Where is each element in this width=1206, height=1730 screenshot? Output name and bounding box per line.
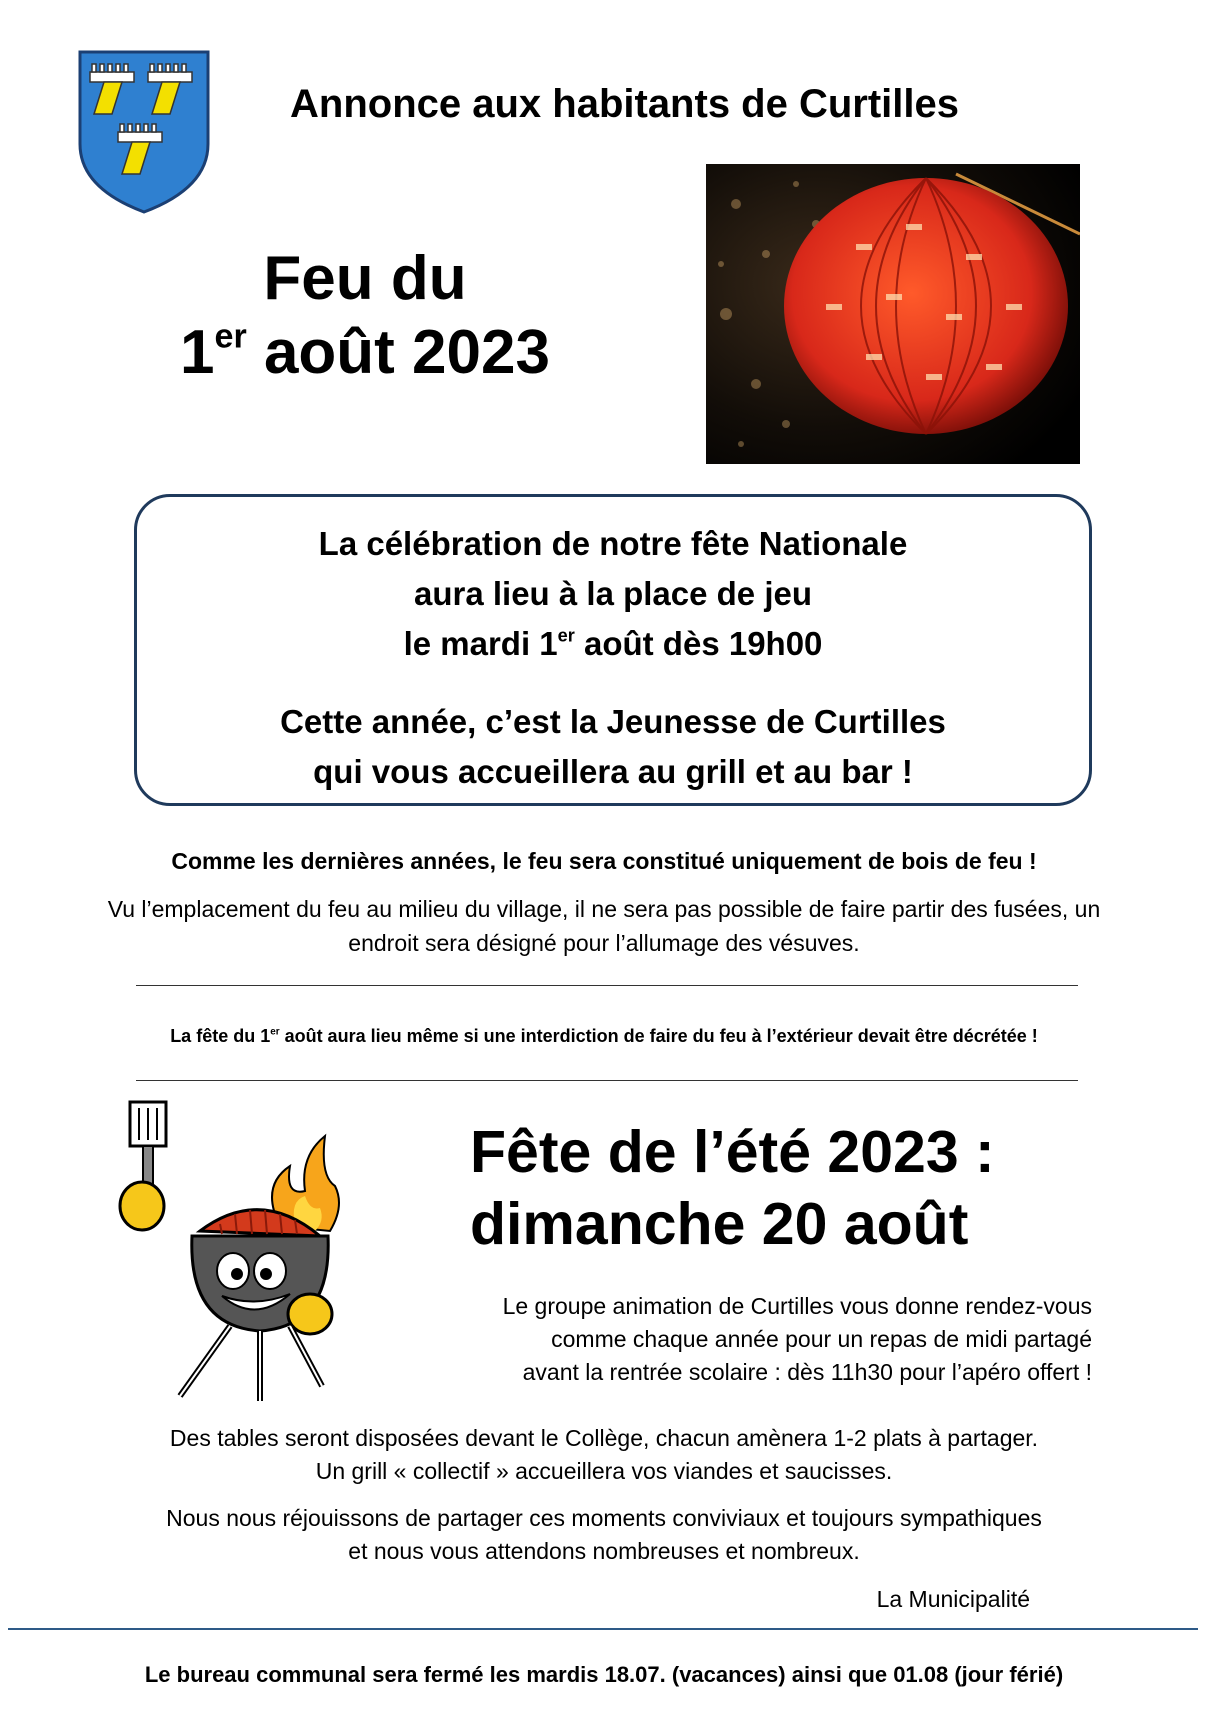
- footer-note: Le bureau communal sera fermé les mardis 18.07. (vacances) ainsi que 01.08 (jour férié): [144, 1662, 1064, 1687]
- info-line-3-post: août dès 19h00: [574, 625, 823, 662]
- tables-line1: Des tables seront disposées devant le Collège, chacun amènera 1-2 plats à partager.: [169, 1425, 1039, 1451]
- page-title: Annonce aux habitants de Curtilles: [290, 82, 960, 126]
- feu-title-line1: Feu du: [263, 244, 467, 313]
- ete-title: [470, 1116, 1110, 1260]
- closing-paragraph: [100, 1502, 1108, 1568]
- info-line-3-pre: le mardi 1: [403, 625, 558, 662]
- info-box: [134, 494, 1092, 806]
- interdiction-notice: [100, 1026, 1108, 1047]
- ete-para-line1: Le groupe animation de Curtilles vous donne rendez-vous: [502, 1293, 1092, 1319]
- feu-month-year: août 2023: [246, 318, 550, 387]
- vesuves-notice: Vu l’emplacement du feu au milieu du village, il ne sera pas possible de faire partir des fusées, un endroit sera désigné pour l’allumage des vésuves.: [107, 896, 1101, 956]
- tables-paragraph: [100, 1422, 1108, 1488]
- divider: [136, 1080, 1078, 1081]
- footer-divider: [8, 1628, 1198, 1630]
- divider: [136, 985, 1078, 986]
- interdiction-sup: er: [270, 1026, 280, 1038]
- info-box-announcement: [137, 519, 1089, 669]
- feu-title: [140, 242, 590, 390]
- ete-para-line2: comme chaque année pour un repas de midi partagé: [551, 1326, 1092, 1352]
- info-box-jeunesse: [137, 697, 1089, 797]
- interdiction-post: août aura lieu même si une interdiction de faire du feu à l’extérieur devait être décrétée !: [279, 1026, 1038, 1046]
- info-line-3-sup: er: [557, 625, 575, 646]
- feu-day: 1: [180, 318, 215, 387]
- paper-lantern-photo: [706, 164, 1080, 464]
- info-line-2: aura lieu à la place de jeu: [413, 575, 812, 612]
- feu-title-line2: [180, 318, 550, 387]
- ete-title-line1: Fête de l’été 2023 :: [470, 1119, 995, 1185]
- feu-day-sup: er: [214, 317, 247, 356]
- interdiction-pre: La fête du 1: [170, 1026, 271, 1046]
- ete-title-line2: dimanche 20 août: [470, 1191, 969, 1257]
- ete-para-line3: avant la rentrée scolaire : dès 11h30 pour l’apéro offert !: [522, 1359, 1092, 1385]
- info-line-1: La célébration de notre fête Nationale: [318, 525, 908, 562]
- closing-line2: et nous vous attendons nombreuses et nombreux.: [348, 1538, 860, 1564]
- bbq-grill-mascot-icon: [110, 1096, 360, 1408]
- info-line-5: qui vous accueillera au grill et au bar !: [313, 753, 913, 790]
- info-line-4: Cette année, c’est la Jeunesse de Curtilles: [280, 703, 946, 740]
- info-line-3: [137, 619, 1089, 669]
- signature: La Municipalité: [876, 1586, 1030, 1612]
- coat-of-arms-icon: [76, 48, 212, 216]
- bois-notice: Comme les dernières années, le feu sera constitué uniquement de bois de feu !: [171, 848, 1037, 874]
- ete-invitation: [420, 1290, 1092, 1389]
- tables-line2: Un grill « collectif » accueillera vos viandes et saucisses.: [315, 1458, 893, 1484]
- closing-line1: Nous nous réjouissons de partager ces moments conviviaux et toujours sympathiques: [166, 1505, 1042, 1531]
